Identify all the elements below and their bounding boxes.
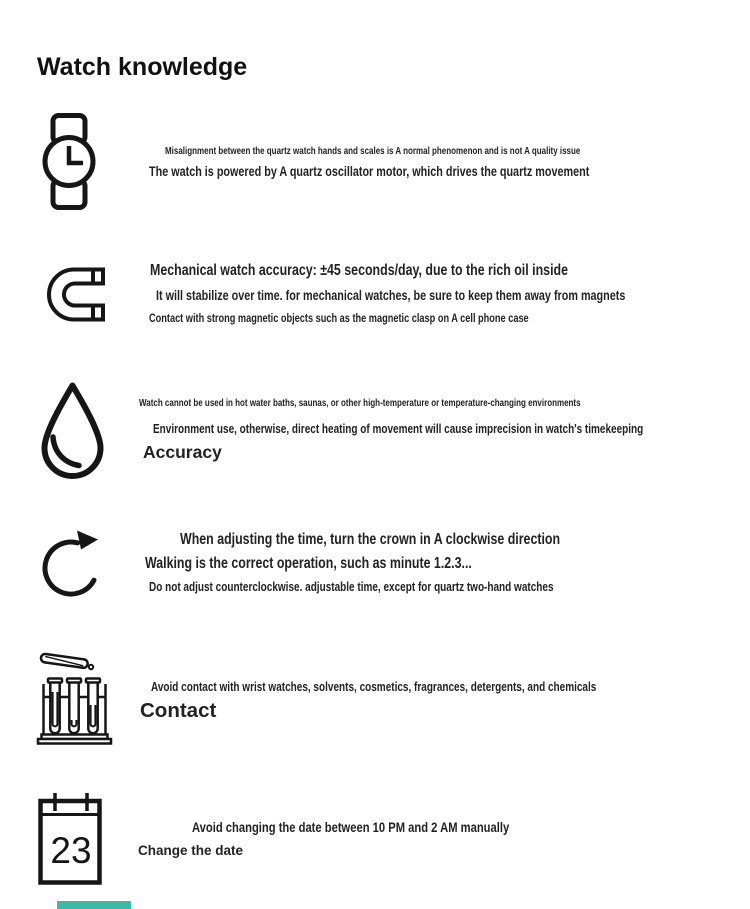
temperature-note-line: Watch cannot be used in hot water baths, saunas, or other high-temperature or temperature-changing environments [139, 398, 581, 409]
page-title: Watch knowledge [37, 52, 248, 81]
clockwise-arrow-icon [41, 528, 105, 605]
magnet-sub-line: It will stabilize over time. for mechanical watches, be sure to keep them away from magnets [156, 288, 626, 303]
magnet-main-line: Mechanical watch accuracy: ±45 seconds/day, due to the rich oil inside [150, 262, 568, 279]
date-main-line: Avoid changing the date between 10 PM and 2 AM manually [192, 819, 510, 835]
crown-note-line: Do not adjust counterclockwise. adjustable time, except for quartz two-hand watches [149, 580, 554, 594]
crown-sub-line: Walking is the correct operation, such as minute 1.2.3... [145, 555, 472, 572]
magnet-icon [47, 267, 105, 322]
quartz-note-line: Misalignment between the quartz watch hands and scales is A normal phenomenon and is not A quality issue [165, 146, 581, 157]
bottom-accent-bar [57, 901, 131, 909]
calendar-day-number: 23 [50, 830, 92, 871]
test-tubes-icon [36, 650, 113, 745]
magnet-note-line: Contact with strong magnetic objects such as the magnetic clasp on A cell phone case [149, 313, 529, 325]
water-drop-icon [38, 380, 107, 482]
contact-heading: Contact [140, 699, 217, 722]
calendar-icon [38, 792, 102, 885]
quartz-main-line: The watch is powered by A quartz oscillator motor, which drives the quartz movement [149, 164, 590, 179]
date-sub-line: Change the date [138, 843, 244, 858]
temperature-sub-line: Environment use, otherwise, direct heating of movement will cause imprecision in watch's timekeeping [153, 422, 644, 436]
crown-main-line: When adjusting the time, turn the crown in A clockwise direction [180, 531, 561, 548]
accuracy-heading: Accuracy [143, 442, 222, 462]
chemicals-note-line: Avoid contact with wrist watches, solvents, cosmetics, fragrances, detergents, and chemicals [151, 680, 597, 694]
wrist-watch-icon [42, 113, 102, 210]
